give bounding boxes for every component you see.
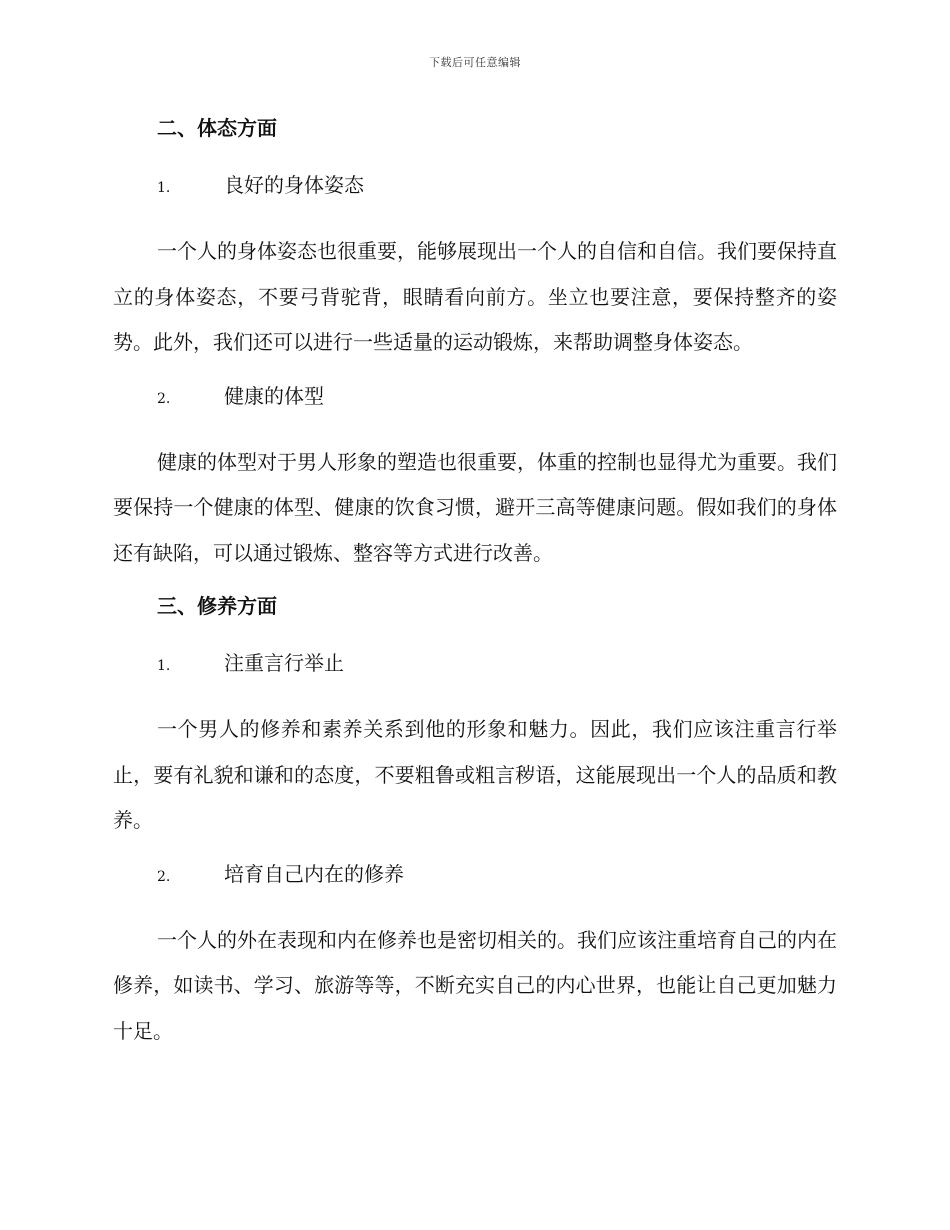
document-body xyxy=(113,112,837,1064)
page-header: 下载后可任意编辑 xyxy=(429,56,521,69)
paragraph-inner-cultivation: 一个人的外在表现和内在修养也是密切相关的。我们应该注重培育自己的内在修养，如读书、学习、旅游等等，不断充实自己的内心世界，也能让自己更加魅力十足。 xyxy=(113,927,837,1043)
subheading-text: 健康的体型 xyxy=(224,383,324,408)
subheading-good-posture xyxy=(113,169,837,204)
subheading-text: 良好的身体姿态 xyxy=(224,173,364,197)
section-heading-cultivation: 三、修养方面 xyxy=(157,594,277,618)
list-number: 2. xyxy=(157,390,171,407)
subheading-text: 培育自己内在的修养 xyxy=(224,861,404,886)
subheading-healthy-build xyxy=(113,380,837,415)
paragraph-conduct: 一个男人的修养和素养关系到他的形象和魅力。因此，我们应该注重言行举止，要有礼貌和谦和的态度，不要粗鲁或粗言秽语，这能展现出一个人的品质和教养。 xyxy=(113,717,837,832)
subheading-inner-cultivation xyxy=(113,858,837,893)
list-number: 2. xyxy=(157,868,171,885)
list-number: 1. xyxy=(157,180,171,196)
subheading-text: 注重言行举止 xyxy=(224,651,344,675)
paragraph-healthy-build: 健康的体型对于男人形象的塑造也很重要，体重的控制也显得尤为重要。我们要保持一个健康的体型、健康的饮食习惯，避开三高等健康问题。假如我们的身体还有缺陷，可以通过锻炼、整容等方式进行改善。 xyxy=(113,449,837,565)
paragraph-good-posture: 一个人的身体姿态也很重要，能够展现出一个人的自信和自信。我们要保持直立的身体姿态，不要弓背驼背，眼睛看向前方。坐立也要注意，要保持整齐的姿势。此外，我们还可以进行一些适量的运动锻炼，来帮助调整身体姿态。 xyxy=(113,239,837,354)
list-number: 1. xyxy=(157,658,171,674)
section-heading-posture: 二、体态方面 xyxy=(157,116,277,140)
subheading-conduct xyxy=(113,647,837,682)
